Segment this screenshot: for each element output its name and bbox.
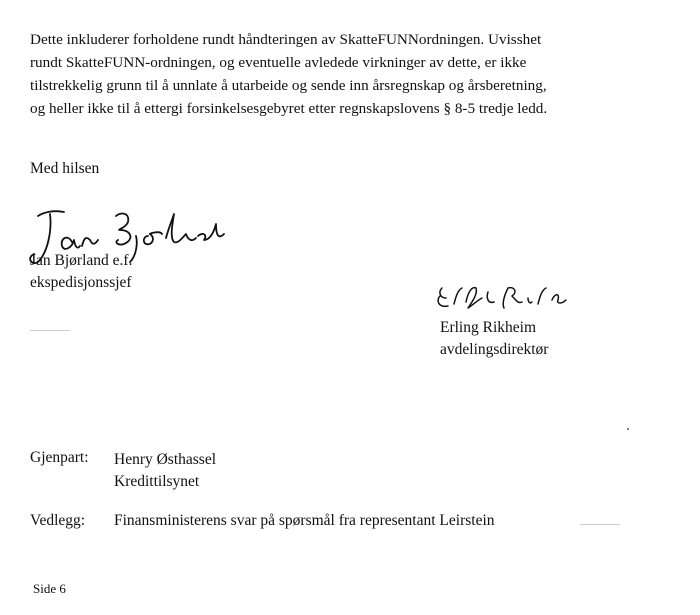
signature-2-image xyxy=(432,278,592,320)
page-number: Side 6 xyxy=(33,581,66,596)
signer-2-block xyxy=(440,317,548,361)
scan-artifact xyxy=(627,428,629,430)
signer-1-title: ekspedisjonssjef xyxy=(30,274,132,291)
signer-1-block xyxy=(30,250,132,294)
copy-recipients xyxy=(114,449,216,493)
signer-2-title: avdelingsdirektør xyxy=(440,341,549,358)
scan-artifact xyxy=(580,524,620,525)
attachment-text: Finansministerens svar på spørsmål fra representant Leirstein xyxy=(114,512,495,529)
body-paragraph xyxy=(30,28,670,120)
copy-recipient: Kredittilsynet xyxy=(114,473,200,490)
scan-artifact xyxy=(30,330,70,331)
attachment-label: Vedlegg: xyxy=(30,512,86,529)
signer-1-name: Jan Bjørland e.f. xyxy=(30,252,133,269)
paragraph-line: og heller ikke til å ettergi forsinkelsesgebyret etter regnskapslovens § 8-5 tredje ledd. xyxy=(30,100,548,117)
paragraph-line: rundt SkatteFUNN-ordningen, og eventuelle avledede virkninger av dette, er ikke xyxy=(30,54,527,71)
copy-label: Gjenpart: xyxy=(30,449,89,466)
closing-greeting: Med hilsen xyxy=(30,160,100,177)
paragraph-line: tilstrekkelig grunn til å unnlate å utarbeide og sende inn årsregnskap og årsberetning, xyxy=(30,77,547,94)
paragraph-line: Dette inkluderer forholdene rundt håndteringen av SkatteFUNNordningen. Uvisshet xyxy=(30,31,542,48)
signer-2-name: Erling Rikheim xyxy=(440,319,537,336)
copy-recipient: Henry Østhassel xyxy=(114,451,217,468)
